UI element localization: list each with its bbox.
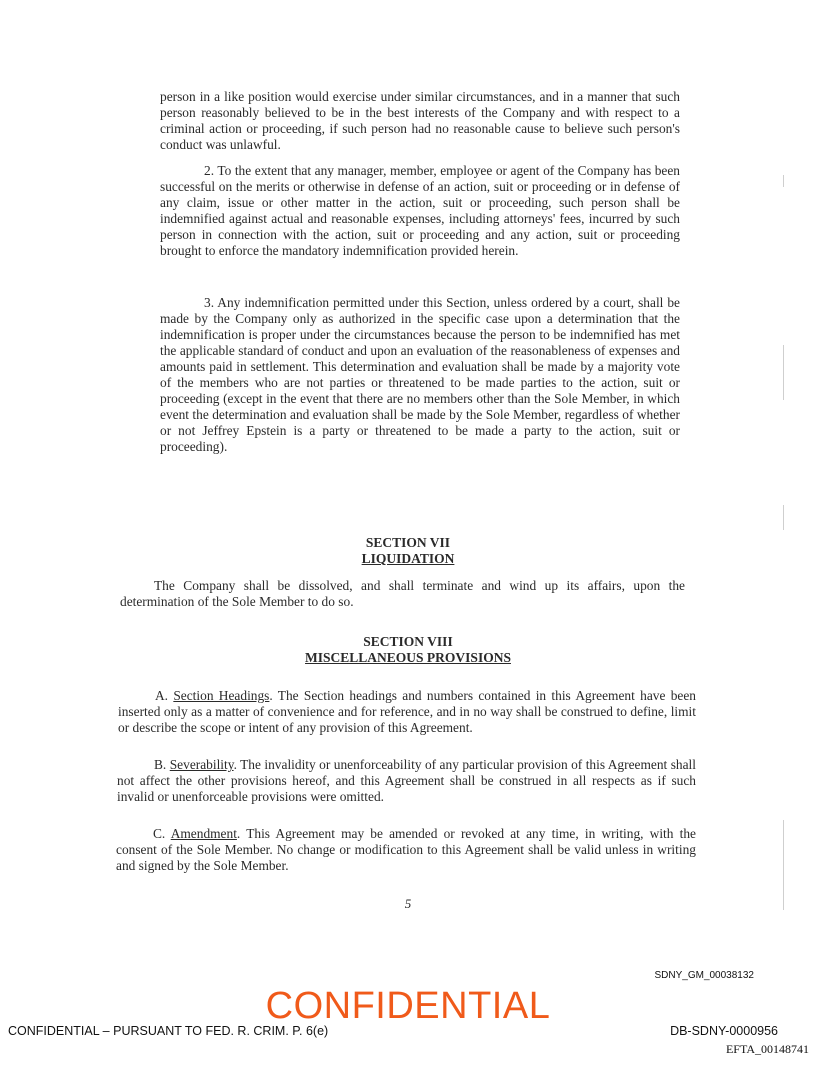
provision-b-prefix: B. bbox=[154, 757, 167, 772]
confidential-notice: CONFIDENTIAL – PURSUANT TO FED. R. CRIM. P. 6(e) bbox=[8, 1024, 329, 1038]
confidential-stamp: CONFIDENTIAL bbox=[265, 985, 551, 1027]
provision-b bbox=[117, 757, 696, 805]
provision-b-label: Severability bbox=[169, 757, 234, 772]
provision-a-label: Section Headings bbox=[173, 688, 270, 703]
section-8-title: MISCELLANEOUS PROVISIONS bbox=[305, 650, 511, 665]
provision-c-text: . This Agreement may be amended or revoked at any time, in writing, with the consent of the Sole Member. No change or modification to this Agreement shall be valid unless in writing and signed by the Sole Member. bbox=[116, 826, 697, 873]
paragraph-2: 2. To the extent that any manager, member, employee or agent of the Company has been successful on the merits or otherwise in defense of an action, suit or proceeding or in defense of any claim, issue or other matter in the action, suit or proceeding, such person shall be indemnified against actual and reasonable expenses, including attorneys' fees, incurred by such person in connection with the action, suit or proceeding and any action, suit or proceeding brought to enforce the mandatory indemnification provided herein. bbox=[160, 163, 680, 258]
provision-c-prefix: C. bbox=[153, 826, 166, 841]
scan-mark bbox=[783, 505, 784, 530]
scan-mark bbox=[783, 175, 784, 187]
provision-a-prefix: A. bbox=[155, 688, 169, 703]
scan-mark bbox=[783, 820, 784, 910]
section-7-number: SECTION VII bbox=[365, 535, 451, 550]
scan-mark bbox=[783, 345, 784, 400]
provision-c-label: Amendment bbox=[170, 826, 237, 841]
page-number: 5 bbox=[404, 896, 412, 911]
efta-number: EFTA_00148741 bbox=[725, 1042, 809, 1056]
bates-number-sdny: SDNY_GM_00038132 bbox=[654, 970, 754, 981]
bates-number-db: DB-SDNY-0000956 bbox=[670, 1024, 778, 1038]
provision-c bbox=[116, 826, 696, 874]
section-8-number: SECTION VIII bbox=[363, 634, 453, 649]
paragraph-intro: person in a like position would exercise under similar circumstances, and in a manner that such person reasonably believed to be in the best interests of the Company and with respect to a criminal action or proceeding, if such person had no reasonable cause to believe such person's conduct was unlawful. bbox=[160, 89, 680, 152]
provision-a-text: . The Section headings and numbers contained in this Agreement have been inserted only as a matter of convenience and for reference, and in no way shall be construed to define, limit or describe the scope or intent of any provision of this Agreement. bbox=[118, 688, 696, 735]
section-7-title: LIQUIDATION bbox=[361, 551, 455, 566]
paragraph-3: 3. Any indemnification permitted under this Section, unless ordered by a court, shall be made by the Company only as authorized in the specific case upon a determination that the indemnification is proper under the circumstances because the person to be indemnified has met the applicable standard of conduct and upon an evaluation of the reasonableness of expenses and amounts paid in settlement. This determination and evaluation shall be made by a majority vote of the members who are not parties or threatened to be made parties to the action, suit or proceeding (except in the event that there are no members other than the Sole Member, in which event the determination and evaluation shall be made by the Sole Member, regardless of whether or not Jeffrey Epstein is a party or threatened to be made a party to the action, suit or proceeding). bbox=[160, 295, 680, 454]
section-7-text: The Company shall be dissolved, and shall terminate and wind up its affairs, upon the determination of the Sole Member to do so. bbox=[120, 578, 685, 609]
provision-a bbox=[118, 688, 696, 736]
provision-b-text: . The invalidity or unenforceability of any particular provision of this Agreement shall not affect the other provisions hereof, and this Agreement shall be construed in all respects as if such invalid or unenforceable provisions were omitted. bbox=[117, 757, 696, 804]
